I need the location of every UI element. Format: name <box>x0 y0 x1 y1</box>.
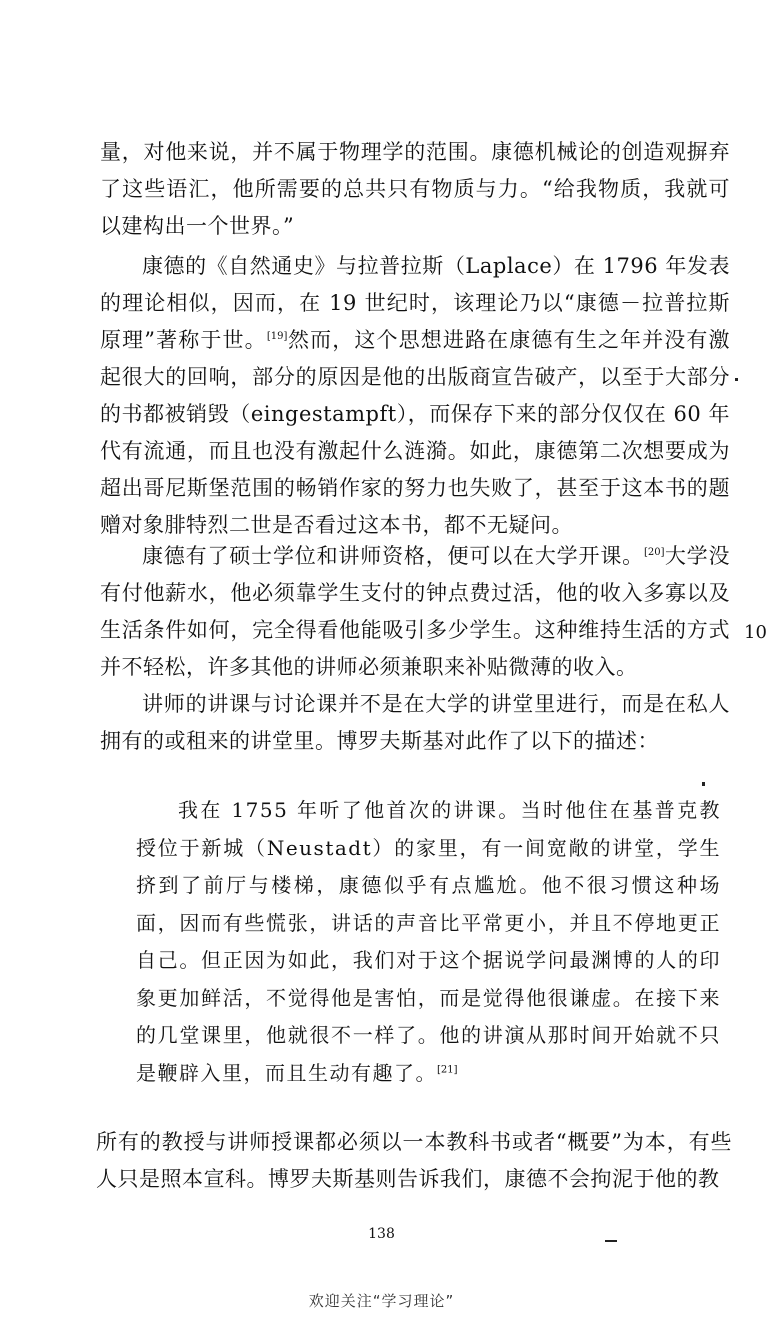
closing-paragraph: 所有的教授与讲师授课都必须以一本教科书或者“概要”为本，有些人只是照本宣科。博罗夫斯基则告诉我们，康德不会拘泥于他的教 <box>96 1130 732 1191</box>
paragraph-1: 量，对他来说，并不属于物理学的范围。康德机械论的创造观摒弃了这些语汇，他所需要的总共只有物质与力。“给我物质，我就可以建构出一个世界。” <box>100 140 730 238</box>
footnote-ref-20: [20] <box>644 547 665 558</box>
paragraph-3-text-a: 康德有了硕士学位和讲师资格，便可以在大学开课。 <box>142 544 644 568</box>
paragraph-4: 讲师的讲课与讨论课并不是在大学的讲堂里进行，而是在私人拥有的或租来的讲堂里。博罗夫斯基对此作了以下的描述： <box>100 692 730 753</box>
scan-speck <box>702 782 705 786</box>
page-number: 138 <box>368 1226 395 1242</box>
paragraph-3-text-b: 大学没有付他薪水，他必须靠学生支付的钟点费过活，他的收入多寡以及生活条件如何，完全得看他能吸引多少学生。这种维持生活的方式并不轻松，许多其他的讲师必须兼职来补贴微薄的收入。 <box>100 544 731 679</box>
margin-number: 10 <box>744 622 767 643</box>
footer-note: 欢迎关注“学习理论” <box>308 1292 455 1310</box>
footnote-ref-21: [21] <box>437 1063 458 1075</box>
paragraph-2-text-b: 然而，这个思想进路在康德有生之年并没有激起很大的回响，部分的原因是他的出版商宣告破产，以至于大部分的书都被销毁（eingestampft），而保存下来的部分仅仅在 60 年代有流通，而且也没有激起什么涟漪。如此，康德第二次想要成为超出哥尼斯堡范围的畅销作家的努力也失败了，甚至于这本书的题赠对象腓特烈二世是否看过这本书，都不无疑问。 <box>100 328 730 537</box>
paragraph-3 <box>100 538 730 686</box>
paragraph-2 <box>100 248 730 544</box>
block-quote <box>136 792 721 1092</box>
scan-speck <box>605 1240 617 1242</box>
paragraph-2-text-a: 康德的《自然通史》与拉普拉斯（Laplace）在 1796 年发表的理论相似，因而，在 19 世纪时，该理论乃以“康德－拉普拉斯原理”著称于世。 <box>100 254 730 352</box>
block-quote-text: 我在 1755 年听了他首次的讲课。当时他住在基普克教授位于新城（Neustadt）的家里，有一间宽敞的讲堂，学生挤到了前厅与楼梯，康德似乎有点尴尬。他不很习惯这种场面，因而有些慌张，讲话的声音比平常更小，并且不停地更正自己。但正因为如此，我们对于这个据说学问最渊博的人的印象更加鲜活，不觉得他是害怕，而是觉得他很谦虚。在接下来的几堂课里，他就很不一样了。他的讲演从那时间开始就不只是鞭辟入里，而且生动有趣了。 <box>136 798 721 1085</box>
scan-speck <box>735 378 738 381</box>
footnote-ref-19: [19] <box>266 331 288 342</box>
